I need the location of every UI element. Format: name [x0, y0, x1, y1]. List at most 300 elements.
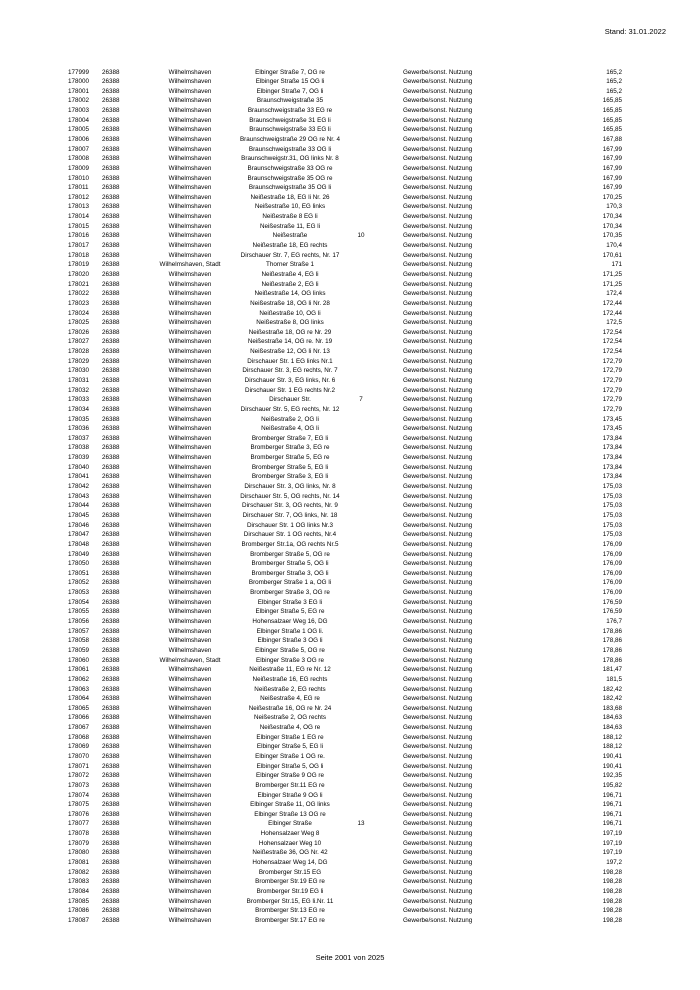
- table-row: [0, 183, 700, 193]
- row-nutzung: Gewerbe/sonst. Nutzung: [403, 261, 473, 269]
- row-id: 178085: [68, 897, 90, 905]
- row-ort: Wilhelmshaven: [168, 145, 212, 153]
- row-wert: 172,54: [602, 338, 622, 346]
- row-strasse: Neißestraße 18, OG re Nr. 29: [248, 328, 332, 336]
- table-row: [0, 357, 700, 367]
- row-nutzung: Gewerbe/sonst. Nutzung: [403, 733, 473, 741]
- row-nutzung: Gewerbe/sonst. Nutzung: [403, 772, 473, 780]
- row-strasse: Bromberger Straße 1 a, OG li: [248, 579, 332, 587]
- table-row: [0, 125, 700, 135]
- table-row: [0, 848, 700, 858]
- row-plz: 26388: [102, 193, 120, 201]
- row-id: 178024: [68, 309, 90, 317]
- table-row: [0, 752, 700, 762]
- row-plz: 26388: [102, 714, 120, 722]
- row-id: 178056: [68, 618, 90, 626]
- row-strasse: Braunschweigstraße 33 OG li: [248, 145, 332, 153]
- row-nutzung: Gewerbe/sonst. Nutzung: [403, 781, 473, 789]
- row-nutzung: Gewerbe/sonst. Nutzung: [403, 695, 473, 703]
- table-row: [0, 212, 700, 222]
- table-row: [0, 463, 700, 473]
- table-row: [0, 569, 700, 579]
- table-row: [0, 270, 700, 280]
- row-wert: 196,71: [602, 820, 622, 828]
- row-ort: Wilhelmshaven: [168, 724, 212, 732]
- table-row: [0, 337, 700, 347]
- row-strasse: Elbinger Straße 1 EG re: [256, 733, 324, 741]
- row-nutzung: Gewerbe/sonst. Nutzung: [403, 290, 473, 298]
- row-strasse: Braunschweigstraße 35 OG li: [248, 184, 332, 192]
- row-wert: 172,79: [602, 396, 622, 404]
- row-strasse: Bromberger Str.11 EG re: [255, 781, 325, 789]
- row-plz: 26388: [102, 261, 120, 269]
- row-id: 178070: [68, 752, 90, 760]
- row-strasse: Neißestraße 8 EG li: [262, 213, 318, 221]
- row-ort: Wilhelmshaven: [168, 203, 212, 211]
- row-nutzung: Gewerbe/sonst. Nutzung: [403, 878, 473, 886]
- row-plz: 26388: [102, 473, 120, 481]
- row-ort: Wilhelmshaven: [168, 78, 212, 86]
- row-id: 178018: [68, 251, 90, 259]
- row-ort: Wilhelmshaven: [168, 743, 212, 751]
- row-plz: 26388: [102, 820, 120, 828]
- table-row: [0, 521, 700, 531]
- row-ort: Wilhelmshaven: [168, 618, 212, 626]
- row-strasse: Dirschauer Str. 5, EG rechts, Nr. 12: [240, 405, 340, 413]
- table-row: [0, 453, 700, 463]
- table-row: [0, 87, 700, 97]
- table-row: [0, 309, 700, 319]
- row-strasse: Elbinger Straße 7, OG re: [255, 68, 325, 76]
- row-strasse: Elbinger Straße 9 OG li: [257, 791, 323, 799]
- row-wert: 175,03: [602, 531, 622, 539]
- row-nutzung: Gewerbe/sonst. Nutzung: [403, 801, 473, 809]
- row-id: 178022: [68, 290, 90, 298]
- row-id: 178069: [68, 743, 90, 751]
- table-row: [0, 733, 700, 743]
- row-plz: 26388: [102, 328, 120, 336]
- row-strasse: Neißestraße 8, OG links: [256, 319, 324, 327]
- row-nutzung: Gewerbe/sonst. Nutzung: [403, 184, 473, 192]
- row-strasse: Bromberger Straße 3, EG re: [250, 444, 330, 452]
- row-id: 178065: [68, 704, 90, 712]
- row-id: 178010: [68, 174, 90, 182]
- row-id: 178030: [68, 367, 90, 375]
- row-ort: Wilhelmshaven: [168, 608, 212, 616]
- row-wert: 170,61: [602, 251, 622, 259]
- row-strasse: Braunschweigstraße 35 OG re: [247, 174, 333, 182]
- row-wert: 198,28: [602, 907, 622, 915]
- row-plz: 26388: [102, 309, 120, 317]
- table-row: [0, 193, 700, 203]
- row-ort: Wilhelmshaven: [168, 415, 212, 423]
- row-nutzung: Gewerbe/sonst. Nutzung: [403, 492, 473, 500]
- table-row: [0, 511, 700, 521]
- row-ort: Wilhelmshaven: [168, 68, 212, 76]
- row-nutzung: Gewerbe/sonst. Nutzung: [403, 87, 473, 95]
- row-id: 178038: [68, 444, 90, 452]
- row-id: 178035: [68, 415, 90, 423]
- table-row: [0, 145, 700, 155]
- table-row: [0, 607, 700, 617]
- row-nutzung: Gewerbe/sonst. Nutzung: [403, 405, 473, 413]
- row-id: 178075: [68, 801, 90, 809]
- row-plz: 26388: [102, 724, 120, 732]
- row-wert: 181,47: [602, 666, 622, 674]
- row-ort: Wilhelmshaven: [168, 820, 212, 828]
- row-id: 178060: [68, 656, 90, 664]
- row-wert: 167,99: [602, 145, 622, 153]
- row-wert: 170,25: [602, 193, 622, 201]
- row-id: 178043: [68, 492, 90, 500]
- row-id: 178041: [68, 473, 90, 481]
- row-plz: 26388: [102, 396, 120, 404]
- row-nutzung: Gewerbe/sonst. Nutzung: [403, 820, 473, 828]
- row-ort: Wilhelmshaven: [168, 116, 212, 124]
- table-row: [0, 222, 700, 232]
- row-nutzung: Gewerbe/sonst. Nutzung: [403, 126, 473, 134]
- row-plz: 26388: [102, 666, 120, 674]
- row-strasse: Bromberger Straße 3, OG re: [250, 589, 330, 597]
- row-nutzung: Gewerbe/sonst. Nutzung: [403, 155, 473, 163]
- row-id: 178031: [68, 377, 90, 384]
- table-row: [0, 540, 700, 550]
- row-id: 178006: [68, 135, 90, 143]
- row-id: 178003: [68, 107, 90, 115]
- table-row: [0, 328, 700, 338]
- row-id: 178063: [68, 685, 90, 693]
- row-id: 178026: [68, 328, 90, 336]
- row-id: 178004: [68, 116, 90, 124]
- row-wert: 195,82: [602, 781, 622, 789]
- table-row: [0, 443, 700, 453]
- row-ort: Wilhelmshaven: [168, 386, 212, 394]
- row-plz: 26388: [102, 579, 120, 587]
- row-wert: 197,19: [602, 849, 622, 857]
- row-ort: Wilhelmshaven: [168, 569, 212, 577]
- row-id: 178034: [68, 405, 90, 413]
- row-plz: 26388: [102, 830, 120, 838]
- row-strasse: Neißestraße 18, OG li Nr. 28: [250, 299, 330, 307]
- row-id: 178039: [68, 454, 90, 462]
- row-strasse: Neißestraße 16, EG rechts: [252, 675, 328, 683]
- row-wert: 170,34: [602, 213, 622, 221]
- table-row: [0, 819, 700, 829]
- row-nutzung: Gewerbe/sonst. Nutzung: [403, 483, 473, 491]
- row-plz: 26388: [102, 222, 120, 230]
- row-nutzung: Gewerbe/sonst. Nutzung: [403, 762, 473, 770]
- row-plz: 26388: [102, 704, 120, 712]
- row-strasse: Neißestraße: [272, 232, 308, 240]
- row-plz: 26388: [102, 637, 120, 645]
- row-wert: 175,03: [602, 502, 622, 510]
- row-plz: 26388: [102, 483, 120, 491]
- row-nutzung: Gewerbe/sonst. Nutzung: [403, 627, 473, 635]
- row-id: 178076: [68, 810, 90, 818]
- table-row: [0, 800, 700, 810]
- row-strasse: Hohensalzaer Weg 10: [258, 839, 322, 847]
- row-nutzung: Gewerbe/sonst. Nutzung: [403, 839, 473, 847]
- row-strasse: Dirschauer Str. 3, EG rechts, Nr. 7: [242, 367, 338, 375]
- row-plz: 26388: [102, 781, 120, 789]
- row-nutzung: Gewerbe/sonst. Nutzung: [403, 859, 473, 867]
- row-plz: 26388: [102, 695, 120, 703]
- row-plz: 26388: [102, 444, 120, 452]
- row-plz: 26388: [102, 752, 120, 760]
- row-nutzung: Gewerbe/sonst. Nutzung: [403, 319, 473, 327]
- row-wert: 196,71: [602, 791, 622, 799]
- row-ort: Wilhelmshaven: [168, 444, 212, 452]
- table-row: [0, 135, 700, 145]
- row-strasse: Elbinger Straße 5, EG li: [256, 743, 324, 751]
- row-wert: 182,42: [602, 685, 622, 693]
- row-strasse: Neißestraße 14, OG re. Nr. 19: [247, 338, 333, 346]
- row-ort: Wilhelmshaven, Stadt: [159, 656, 221, 664]
- row-ort: Wilhelmshaven: [168, 174, 212, 182]
- row-strasse: Neißestraße 18, EG li Nr. 26: [250, 193, 330, 201]
- row-plz: 26388: [102, 203, 120, 211]
- row-ort: Wilhelmshaven: [168, 907, 212, 915]
- row-plz: 26388: [102, 675, 120, 683]
- table-row: [0, 280, 700, 290]
- row-wert: 176,09: [602, 569, 622, 577]
- row-wert: 184,63: [602, 714, 622, 722]
- row-id: 178054: [68, 598, 90, 606]
- row-id: 178080: [68, 849, 90, 857]
- row-strasse: Elbinger Straße 15 OG li: [255, 78, 325, 86]
- row-nutzung: Gewerbe/sonst. Nutzung: [403, 907, 473, 915]
- row-id: 178005: [68, 126, 90, 134]
- row-id: 178081: [68, 859, 90, 867]
- row-ort: Wilhelmshaven: [168, 97, 212, 105]
- table-row: [0, 68, 700, 78]
- row-ort: Wilhelmshaven: [168, 859, 212, 867]
- row-ort: Wilhelmshaven: [168, 878, 212, 886]
- row-strasse: Neißestraße 10, OG li: [259, 309, 321, 317]
- row-nutzung: Gewerbe/sonst. Nutzung: [403, 531, 473, 539]
- row-nutzung: Gewerbe/sonst. Nutzung: [403, 193, 473, 201]
- row-wert: 171: [611, 261, 622, 269]
- row-nutzung: Gewerbe/sonst. Nutzung: [403, 280, 473, 288]
- row-ort: Wilhelmshaven: [168, 887, 212, 895]
- row-ort: Wilhelmshaven: [168, 348, 212, 356]
- table-row: [0, 810, 700, 820]
- row-strasse: Hohensalzaer Weg 14, DG: [252, 859, 328, 867]
- table-row: [0, 646, 700, 656]
- table-row: [0, 617, 700, 627]
- row-id: 178058: [68, 637, 90, 645]
- table-row: [0, 164, 700, 174]
- row-strasse: Dirschauer Str. 5, OG rechts, Nr. 14: [240, 492, 340, 500]
- table-row: [0, 829, 700, 839]
- row-wert: 173,84: [602, 463, 622, 471]
- row-strasse: Elbinger Straße 5, EG re: [255, 608, 325, 616]
- row-strasse: Elbinger Straße 11, OG links: [250, 801, 330, 809]
- row-id: 177999: [68, 68, 90, 76]
- row-id: 178049: [68, 550, 90, 558]
- row-nutzung: Gewerbe/sonst. Nutzung: [403, 386, 473, 394]
- table-row: [0, 906, 700, 916]
- table-row: [0, 96, 700, 106]
- row-wert: 173,84: [602, 454, 622, 462]
- row-wert: 172,79: [602, 386, 622, 394]
- row-ort: Wilhelmshaven: [168, 868, 212, 876]
- row-id: 178020: [68, 270, 90, 278]
- row-strasse: Elbinger Straße 9 OG re: [256, 772, 324, 780]
- table-row: [0, 299, 700, 309]
- row-strasse: Neißestraße 16, OG re Nr. 24: [248, 704, 332, 712]
- row-plz: 26388: [102, 78, 120, 86]
- row-nutzung: Gewerbe/sonst. Nutzung: [403, 473, 473, 481]
- row-id: 178016: [68, 232, 90, 240]
- row-wert: 176,09: [602, 560, 622, 568]
- row-id: 178082: [68, 868, 90, 876]
- row-plz: 26388: [102, 434, 120, 442]
- address-table: [0, 68, 700, 926]
- row-wert: 172,54: [602, 328, 622, 336]
- row-wert: 173,45: [602, 415, 622, 423]
- row-plz: 26388: [102, 126, 120, 134]
- row-nutzung: Gewerbe/sonst. Nutzung: [403, 328, 473, 336]
- row-strasse: Dirschauer Str. 3, EG links, Nr. 6: [244, 377, 336, 384]
- row-nutzung: Gewerbe/sonst. Nutzung: [403, 724, 473, 732]
- row-plz: 26388: [102, 454, 120, 462]
- row-nutzung: Gewerbe/sonst. Nutzung: [403, 598, 473, 606]
- row-wert: 170,4: [606, 242, 622, 250]
- row-ort: Wilhelmshaven: [168, 598, 212, 606]
- row-nutzung: Gewerbe/sonst. Nutzung: [403, 511, 473, 519]
- row-wert: 175,03: [602, 483, 622, 491]
- row-wert: 190,41: [602, 752, 622, 760]
- row-id: 178015: [68, 222, 90, 230]
- row-plz: 26388: [102, 348, 120, 356]
- row-wert: 172,79: [602, 367, 622, 375]
- row-nutzung: Gewerbe/sonst. Nutzung: [403, 425, 473, 433]
- table-row: [0, 260, 700, 270]
- row-plz: 26388: [102, 839, 120, 847]
- row-id: 178057: [68, 627, 90, 635]
- row-wert: 172,79: [602, 405, 622, 413]
- row-id: 178011: [68, 184, 89, 192]
- row-id: 178013: [68, 203, 90, 211]
- table-row: [0, 106, 700, 116]
- row-nutzung: Gewerbe/sonst. Nutzung: [403, 743, 473, 751]
- row-plz: 26388: [102, 531, 120, 539]
- row-strasse: Neißestraße 12, OG li Nr. 13: [250, 348, 330, 356]
- row-id: 178045: [68, 511, 90, 519]
- table-row: [0, 241, 700, 251]
- row-id: 178033: [68, 396, 90, 404]
- row-ort: Wilhelmshaven, Stadt: [159, 261, 221, 269]
- row-wert: 165,85: [602, 97, 622, 105]
- row-ort: Wilhelmshaven: [168, 540, 212, 548]
- table-row: [0, 550, 700, 560]
- row-id: 178068: [68, 733, 90, 741]
- row-nutzung: Gewerbe/sonst. Nutzung: [403, 78, 473, 86]
- row-plz: 26388: [102, 425, 120, 433]
- row-id: 178025: [68, 319, 90, 327]
- row-plz: 26388: [102, 608, 120, 616]
- row-id: 178044: [68, 502, 90, 510]
- table-row: [0, 839, 700, 849]
- row-wert: 167,99: [602, 155, 622, 163]
- row-ort: Wilhelmshaven: [168, 752, 212, 760]
- row-wert: 190,41: [602, 762, 622, 770]
- table-row: [0, 887, 700, 897]
- row-plz: 26388: [102, 772, 120, 780]
- row-ort: Wilhelmshaven: [168, 164, 212, 172]
- row-id: 178002: [68, 97, 90, 105]
- row-wert: 178,86: [602, 646, 622, 654]
- row-nutzung: Gewerbe/sonst. Nutzung: [403, 251, 473, 259]
- row-id: 178032: [68, 386, 90, 394]
- row-id: 178042: [68, 483, 90, 491]
- row-strasse: Bromberger Str.13 EG re: [255, 907, 325, 915]
- row-wert: 196,71: [602, 810, 622, 818]
- page-footer: Seite 2001 von 2025: [315, 953, 385, 962]
- row-strasse: Dirschauer Str. 1 EG rechts Nr.2: [245, 386, 335, 394]
- row-nutzung: Gewerbe/sonst. Nutzung: [403, 704, 473, 712]
- row-strasse: Neißestraße 2, OG li: [261, 415, 319, 423]
- row-id: 178008: [68, 155, 90, 163]
- row-wert: 167,88: [602, 135, 622, 143]
- row-wert: 178,86: [602, 656, 622, 664]
- table-row: [0, 116, 700, 126]
- row-id: 178036: [68, 425, 90, 433]
- row-ort: Wilhelmshaven: [168, 454, 212, 462]
- row-plz: 26388: [102, 810, 120, 818]
- row-ort: Wilhelmshaven: [168, 502, 212, 510]
- row-strasse: Neißestraße 36, OG Nr. 42: [252, 849, 328, 857]
- row-wert: 173,84: [602, 434, 622, 442]
- row-nutzung: Gewerbe/sonst. Nutzung: [403, 589, 473, 597]
- table-row: [0, 318, 700, 328]
- table-row: [0, 482, 700, 492]
- row-wert: 172,44: [602, 309, 622, 317]
- row-id: 178084: [68, 887, 90, 895]
- row-plz: 26388: [102, 270, 120, 278]
- row-plz: 26388: [102, 386, 120, 394]
- row-id: 178064: [68, 695, 90, 703]
- row-nutzung: Gewerbe/sonst. Nutzung: [403, 685, 473, 693]
- row-ort: Wilhelmshaven: [168, 473, 212, 481]
- stand-date: Stand: 31.01.2022: [604, 27, 666, 36]
- row-hausnummer: 10: [357, 232, 365, 240]
- row-plz: 26388: [102, 145, 120, 153]
- row-plz: 26388: [102, 155, 120, 163]
- row-nutzung: Gewerbe/sonst. Nutzung: [403, 608, 473, 616]
- row-plz: 26388: [102, 357, 120, 365]
- row-ort: Wilhelmshaven: [168, 193, 212, 201]
- row-nutzung: Gewerbe/sonst. Nutzung: [403, 348, 473, 356]
- table-row: [0, 366, 700, 376]
- row-nutzung: Gewerbe/sonst. Nutzung: [403, 444, 473, 452]
- row-ort: Wilhelmshaven: [168, 242, 212, 250]
- row-id: 178072: [68, 772, 90, 780]
- row-strasse: Elbinger Straße 5, OG re: [255, 646, 325, 654]
- row-strasse: Neißestraße 4, OG li: [261, 425, 319, 433]
- row-wert: 198,28: [602, 878, 622, 886]
- row-ort: Wilhelmshaven: [168, 830, 212, 838]
- row-plz: 26388: [102, 569, 120, 577]
- row-ort: Wilhelmshaven: [168, 550, 212, 558]
- row-plz: 26388: [102, 859, 120, 867]
- row-nutzung: Gewerbe/sonst. Nutzung: [403, 897, 473, 905]
- row-plz: 26388: [102, 463, 120, 471]
- row-ort: Wilhelmshaven: [168, 560, 212, 568]
- table-row: [0, 877, 700, 887]
- row-id: 178079: [68, 839, 90, 847]
